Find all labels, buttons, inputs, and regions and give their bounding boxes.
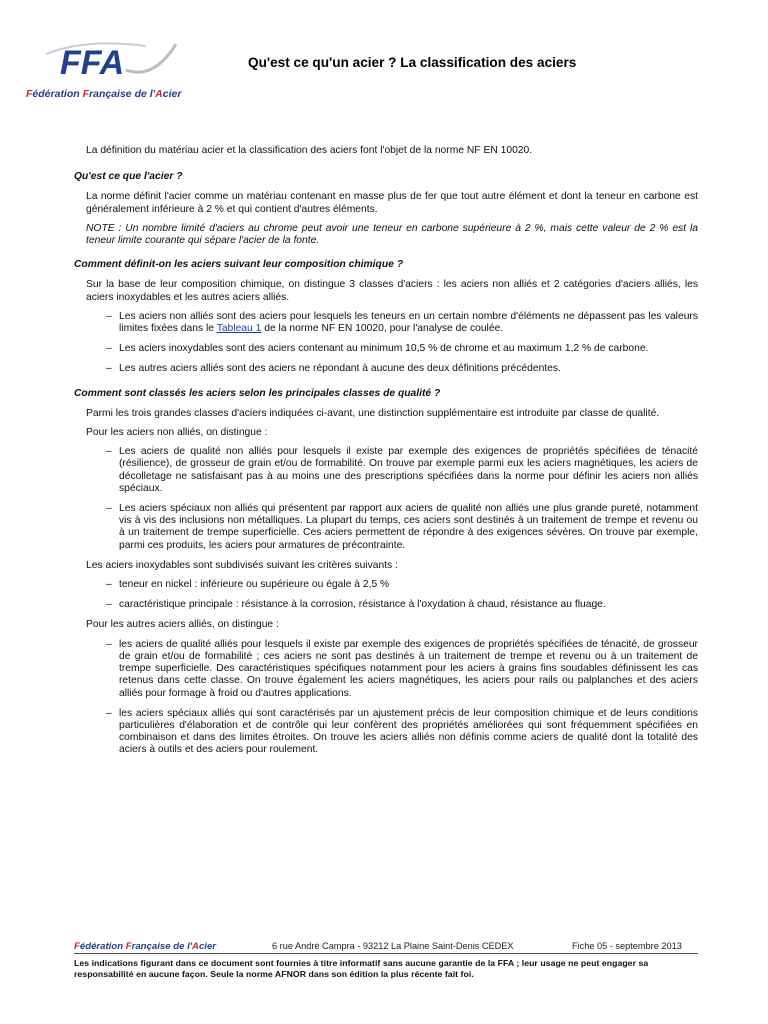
logo-sub-letter: A xyxy=(155,88,163,100)
paragraph: Sur la base de leur composition chimique, on distingue 3 classes d'aciers : les aciers non alliés et 2 catégories d'aciers alliés, les aciers inoxydables et les autres aciers alliés. xyxy=(86,279,698,303)
list-item: – Les aciers spéciaux non alliés qui présentent par rapport aux aciers de qualité non alliés une plus grande pureté, notamment vis à vis des inclusions non métalliques. La plupart du temps, ces aciers sont destinés à un traitement de trempe et revenu ou à un traitement de trempe superficielle. Ces aciers permettent de répondre à des exigences sévères. On trouve par exemple, parmi ces produits, les aciers pour armatures de précontrainte. xyxy=(119,503,698,552)
tableau-1-link[interactable]: Tableau 1 xyxy=(216,323,262,335)
footer-fiche: Fiche 05 - septembre 2013 xyxy=(572,941,682,951)
footer-address: 6 rue André Campra - 93212 La Plaine Saint-Denis CEDEX xyxy=(272,941,514,951)
footer-org-letter: A xyxy=(192,941,199,952)
intro-paragraph: La définition du matériau acier et la classification des aciers font l'objet de la norme NF EN 10020. xyxy=(86,145,533,156)
footer-org-text: cier xyxy=(198,941,217,952)
paragraph: Pour les aciers non alliés, on distingue : xyxy=(86,427,268,439)
bullet-list xyxy=(74,446,698,552)
paragraph: La norme définit l'acier comme un matériau contenant en masse plus de fer que tout autre élément et dont la teneur en carbone est généralement inférieure à 2 % et qui contient d'autres éléments. xyxy=(86,191,698,215)
footer-org-letter: F xyxy=(74,941,80,952)
logo-sub-text: rançaise de l' xyxy=(89,88,156,100)
list-item-text: de la norme NF EN 10020, pour l'analyse de coulée. xyxy=(261,323,504,335)
logo-sub-letter: F xyxy=(26,88,33,100)
list-item: – caractéristique principale : résistance à la corrosion, résistance à l'oxydation à chaud, résistance au fluage. xyxy=(119,599,698,611)
footer-divider xyxy=(74,953,698,954)
bullet-list xyxy=(74,639,698,757)
list-item: – Les aciers de qualité non alliés pour lesquels il existe par exemple des exigences de propriétés spécifiées de ténacité (résilience), de grosseur de grain et/ou de formabilité. On trouve par exemple parmi eux les aciers magnétiques, les aciers de décolletage ne satisfaisant pas à au moins une des prescriptions spécifiées dans la norme pour définir les aciers non alliés spéciaux. xyxy=(119,446,698,495)
section-heading: Comment définit-on les aciers suivant leur composition chimique ? xyxy=(74,259,403,271)
list-item xyxy=(119,311,698,335)
paragraph: Pour les autres aciers alliés, on distingue : xyxy=(86,619,279,631)
note-paragraph: NOTE : Un nombre limité d'aciers au chrome peut avoir une teneur en carbone supérieure à 2 %, mais cette valeur de 2 % est la teneur limite courante qui sépare l'acier de la fonte. xyxy=(86,222,698,247)
footer-org-letter: F xyxy=(125,941,132,952)
paragraph: Les aciers inoxydables sont subdivisés suivant les critères suivants : xyxy=(86,559,398,571)
logo-sub-text: édération xyxy=(32,88,83,100)
bullet-list xyxy=(74,579,698,611)
footer-organization xyxy=(74,941,216,952)
document-title: Qu'est ce qu'un acier ? La classification des aciers xyxy=(248,55,577,70)
footer-org-text: rançaise de l' xyxy=(131,941,193,952)
document-body xyxy=(74,145,698,765)
list-item: – Les aciers inoxydables sont des aciers contenant au minimum 10,5 % de chrome et au maximum 1,2 % de carbone. xyxy=(119,343,698,355)
bullet-list xyxy=(74,311,698,376)
logo-sub-letter: F xyxy=(82,88,90,100)
footer-org-text: édération xyxy=(79,941,126,952)
logo-sub-text: cier xyxy=(162,88,182,100)
footer-disclaimer: Les indications figurant dans ce document sont fournies à titre informatif sans aucune garantie de la FFA ; leur usage ne peut engager sa responsabilité en aucune façon. Seule la norme AFNOR dans son édition la plus récente fait foi. xyxy=(74,958,649,979)
list-item: – les aciers de qualité alliés pour lesquels il existe par exemple des exigences de propriétés spécifiées de ténacité, de grosseur de grain et/ou de formabilité ; ces aciers ne sont pas destinés à un traitement de trempe et revenu ou à un traitement de trempe superficielle. Des caractéristiques spécifiques notamment pour les aciers à grains fins soudables définissent les cas retenus dans cette classe. On trouve également les aciers magnétiques, les aciers pour rails ou palplanches et des aciers alliés pour formage à froid ou d'autres applications. xyxy=(119,639,698,700)
section-heading: Qu'est ce que l'acier ? xyxy=(74,171,183,183)
list-item: – Les autres aciers alliés sont des aciers ne répondant à aucune des deux définitions précédentes. xyxy=(119,363,698,375)
list-item-text: Les aciers non alliés sont des aciers pour lesquels les teneurs en un certain nombre d'éléments ne dépassent pas les valeurs limites fixées dans le xyxy=(119,310,698,335)
paragraph: Parmi les trois grandes classes d'aciers indiquées ci-avant, une distinction supplémentaire est introduite par classe de qualité. xyxy=(86,407,660,419)
logo-subtitle xyxy=(26,88,181,100)
list-item: – les aciers spéciaux alliés qui sont caractérisés par un ajustement précis de leur composition chimique et de leurs conditions particulières d'élaboration et de contrôle qui leur confèrent des propriétés améliorées qui sont fréquemment spécifiées en combinaison et dans des limites étroites. On trouve les aciers alliés non définis comme aciers de qualité dont la totalité des aciers à outils et des aciers pour roulement. xyxy=(119,708,698,757)
section-heading: Comment sont classés les aciers selon les principales classes de qualité ? xyxy=(74,387,441,399)
logo-text: FFA xyxy=(60,44,125,82)
list-item: – teneur en nickel : inférieure ou supérieure ou égale à 2,5 % xyxy=(119,579,698,591)
